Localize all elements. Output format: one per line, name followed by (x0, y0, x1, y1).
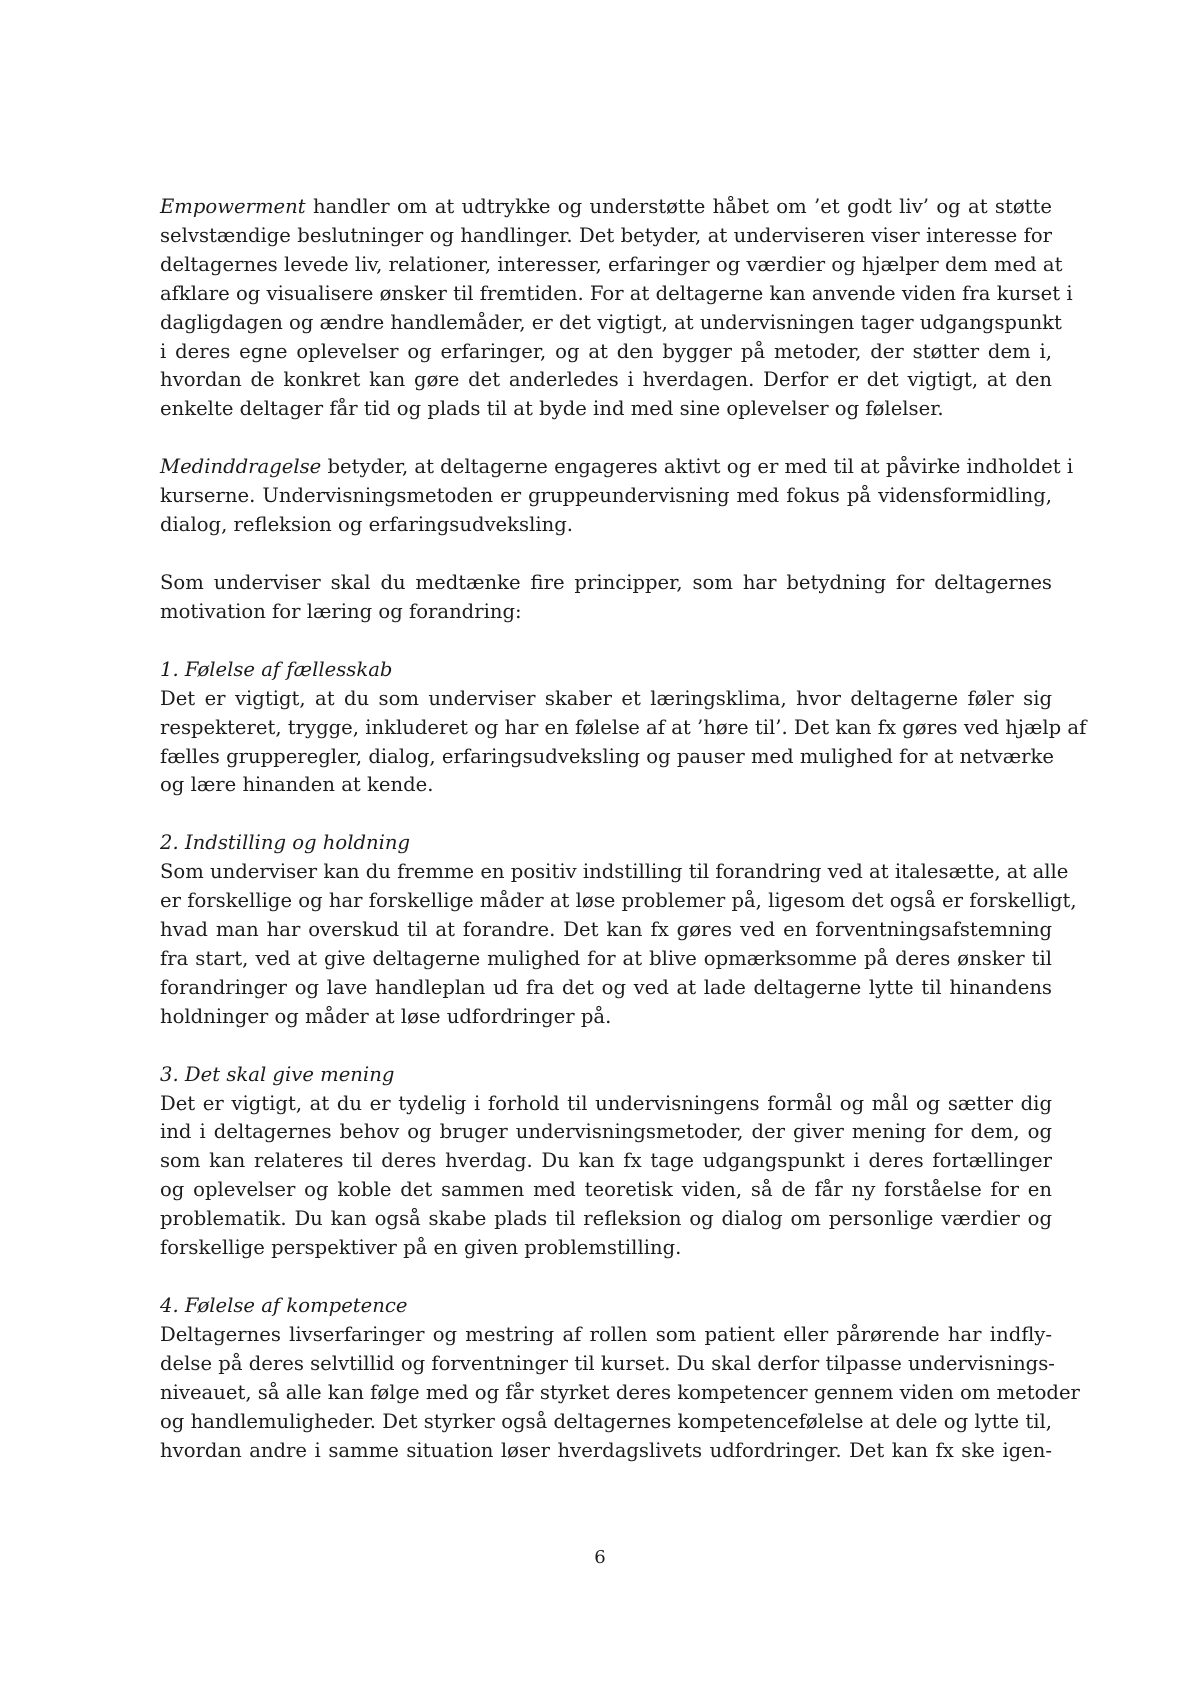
text-run: betyder, at deltagerne engageres aktivt og er med til at påvirke indholdet i (321, 455, 1074, 479)
text-line (160, 453, 1074, 482)
text-line: Som underviser skal du medtænke fire principper, som har betydning for deltagernes (160, 570, 1052, 594)
principle-heading: 4. Følelse af kompetence (160, 1294, 408, 1317)
text-line (160, 193, 1052, 222)
text-line: deltagernes levede liv, relationer, interesser, erfaringer og værdier og hjælper dem med at (160, 252, 1063, 276)
page-number: 6 (594, 1547, 606, 1568)
text-line: og handlemuligheder. Det styrker også deltagernes kompetencefølelse at dele og lytte til, (160, 1409, 1052, 1433)
text-line: motivation for læring og forandring: (160, 599, 522, 623)
text-line: Det er vigtigt, at du er tydelig i forhold til undervisningens formål og mål og sætter dig (160, 1091, 1052, 1115)
paragraph-gap (160, 424, 1052, 453)
paragraph-gap (160, 1032, 1052, 1061)
text-line: holdninger og måder at løse udfordringer på. (160, 1004, 612, 1028)
paragraph-principles-intro (160, 569, 1052, 627)
text-line: Deltagernes livserfaringer og mestring af rollen som patient eller pårørende har indfly- (160, 1322, 1052, 1346)
text-run: handler om at udtrykke og understøtte håbet om ’et godt liv’ og at støtte (305, 195, 1052, 218)
paragraph-gap (160, 540, 1052, 569)
text-line: forskellige perspektiver på en given problemstilling. (160, 1236, 682, 1260)
text-line: og oplevelser og koble det sammen med teoretisk viden, så de får ny forståelse for en (160, 1178, 1052, 1202)
principle-heading: 1. Følelse af fællesskab (160, 657, 393, 681)
text-line: hvordan de konkret kan gøre det anderledes i hverdagen. Derfor er det vigtigt, at den (160, 368, 1052, 392)
paragraph-gap (160, 1263, 1052, 1292)
text-line: selvstændige beslutninger og handlinger. Det betyder, at underviseren viser interesse for (160, 223, 1052, 247)
text-line: og lære hinanden at kende. (160, 773, 434, 797)
text-line: afklare og visualisere ønsker til fremtiden. For at deltagerne kan anvende viden fra kurset i (160, 281, 1073, 305)
text-line: Som underviser kan du fremme en positiv indstilling til forandring ved at italesætte, at alle (160, 860, 1069, 884)
text-line: dagligdagen og ændre handlemåder, er det vigtigt, at undervisningen tager udgangspunkt (160, 310, 1062, 334)
text-line: problematik. Du kan også skabe plads til refleksion og dialog om personlige værdier og (160, 1207, 1052, 1231)
text-line: kurserne. Undervisningsmetoden er gruppeundervisning med fokus på vidensformidling, (160, 484, 1052, 508)
principle-body (160, 858, 1077, 1031)
term-medinddragelse: Medinddragelse (160, 455, 322, 479)
text-line: hvad man har overskud til at forandre. Det kan fx gøres ved en forventningsafstemning (160, 918, 1052, 942)
term-empowerment: Empowerment (160, 195, 306, 218)
principle-body (160, 1090, 1052, 1263)
paragraph-gap (160, 627, 1052, 656)
principle-body (160, 685, 1087, 801)
document-page (160, 193, 1087, 1465)
text-line: er forskellige og har forskellige måder at løse problemer på, ligesom det også er forskelligt, (160, 889, 1077, 913)
text-line: ind i deltagernes behov og bruger undervisningsmetoder, der giver mening for dem, og (160, 1120, 1052, 1144)
principle-body (160, 1321, 1080, 1466)
text-line: hvordan andre i samme situation løser hverdagslivets udfordringer. Det kan fx ske igen- (160, 1438, 1052, 1462)
text-line: Det er vigtigt, at du som underviser skaber et læringsklima, hvor deltagerne føler sig (160, 686, 1052, 710)
text-line: forandringer og lave handleplan ud fra det og ved at lade deltagerne lytte til hinandens (160, 975, 1052, 999)
text-line: i deres egne oplevelser og erfaringer, og at den bygger på metoder, der støtter dem i, (160, 339, 1052, 363)
principle-heading: 2. Indstilling og holdning (160, 831, 411, 855)
paragraph-gap (160, 800, 1052, 829)
paragraph-empowerment (160, 193, 1073, 424)
text-line: enkelte deltager får tid og plads til at byde ind med sine oplevelser og følelser. (160, 397, 944, 421)
text-line: fra start, ved at give deltagerne mulighed for at blive opmærksomme på deres ønsker til (160, 946, 1052, 970)
text-line: respekteret, trygge, inkluderet og har en følelse af at ’høre til’. Det kan fx gøres ved hjælp af (160, 715, 1087, 739)
paragraph-medinddragelse (160, 453, 1074, 540)
text-line: dialog, refleksion og erfaringsudveksling. (160, 513, 574, 537)
principle-heading: 3. Det skal give mening (160, 1062, 395, 1086)
text-line: som kan relateres til deres hverdag. Du kan fx tage udgangspunkt i deres fortællinger (160, 1149, 1052, 1173)
text-line: niveauet, så alle kan følge med og får styrket deres kompetencer gennem viden om metoder (160, 1380, 1080, 1404)
text-line: fælles grupperegler, dialog, erfaringsudveksling og pauser med mulighed for at netværke (160, 744, 1055, 768)
text-line: delse på deres selvtillid og forventninger til kurset. Du skal derfor tilpasse undervisnings- (160, 1351, 1055, 1375)
